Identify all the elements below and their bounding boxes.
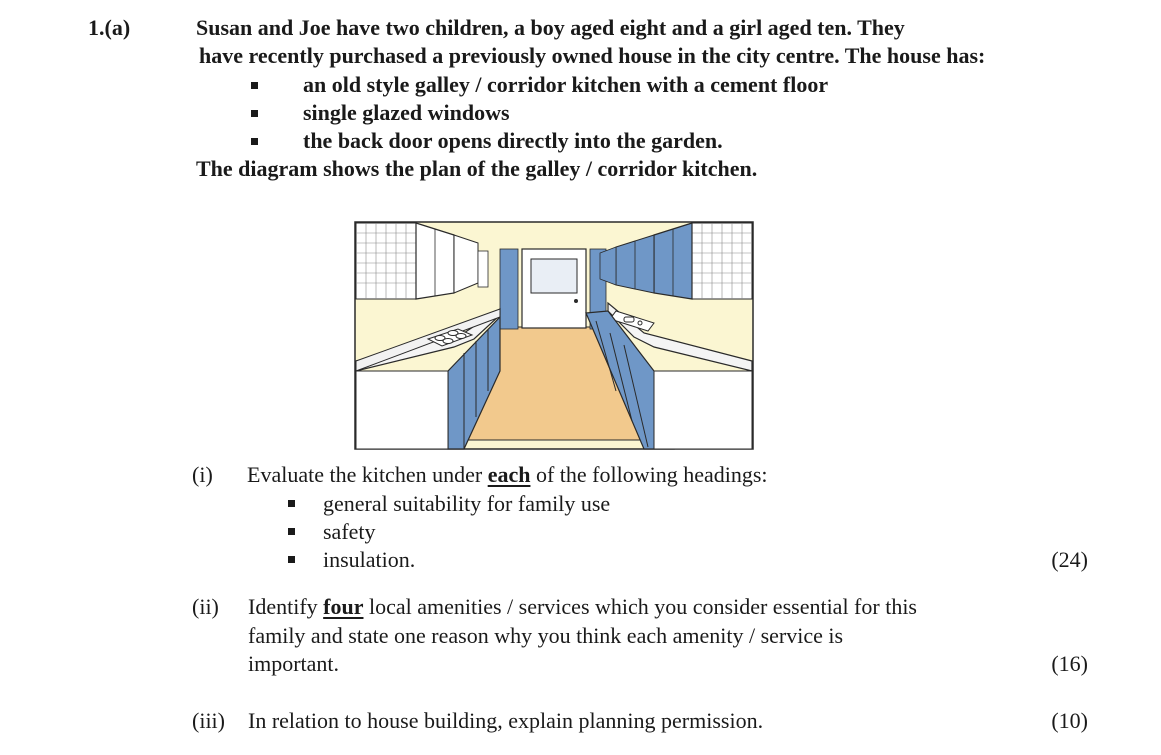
part-ii-emphasis: four — [323, 594, 364, 619]
question-number: 1.(a) — [88, 15, 131, 40]
part-iii-label: (iii) — [192, 708, 225, 733]
part-ii-label: (ii) — [192, 594, 219, 619]
part-i-marks: (24) — [1051, 547, 1088, 572]
part-i-text-after: of the following headings: — [530, 462, 768, 487]
door-window — [531, 259, 577, 293]
bullet-icon — [251, 82, 258, 89]
intro-line-1: Susan and Joe have two children, a boy aged eight and a girl aged ten. They — [196, 15, 905, 40]
bullet-icon — [251, 110, 258, 117]
part-ii-line-2: family and state one reason why you think each amenity / service is — [248, 623, 844, 648]
part-ii-text-after: local amenities / services which you consider essential for this — [363, 594, 917, 619]
heading-item: safety — [323, 519, 376, 544]
part-ii-marks: (16) — [1051, 651, 1088, 676]
diagram-caption: The diagram shows the plan of the galley / corridor kitchen. — [196, 156, 758, 181]
door-knob-icon — [574, 299, 578, 303]
part-i-text-before: Evaluate the kitchen under — [247, 462, 488, 487]
bullet-icon — [288, 528, 295, 535]
feature-item: single glazed windows — [303, 100, 510, 125]
intro-line-2: have recently purchased a previously owned house in the city centre. The house has: — [199, 43, 986, 68]
bullet-icon — [288, 556, 295, 563]
right-wall-tiles — [692, 223, 752, 299]
part-i-label: (i) — [192, 462, 213, 487]
bullet-icon — [288, 500, 295, 507]
galley-kitchen-diagram — [354, 221, 754, 450]
part-ii-line-1 — [248, 593, 917, 621]
feature-item: an old style galley / corridor kitchen with a cement floor — [303, 72, 829, 97]
heading-item: insulation. — [323, 547, 416, 572]
part-ii-line-3: important. — [248, 651, 340, 676]
left-wall-tiles — [356, 223, 416, 299]
bullet-icon — [251, 138, 258, 145]
part-iii-marks: (10) — [1051, 708, 1088, 733]
heading-item: general suitability for family use — [323, 491, 611, 516]
part-iii-text: In relation to house building, explain planning permission. — [248, 708, 764, 733]
feature-item: the back door opens directly into the garden. — [303, 128, 723, 153]
part-i-text — [247, 461, 768, 489]
part-i-emphasis: each — [487, 462, 531, 487]
part-ii-text-before: Identify — [248, 594, 324, 619]
